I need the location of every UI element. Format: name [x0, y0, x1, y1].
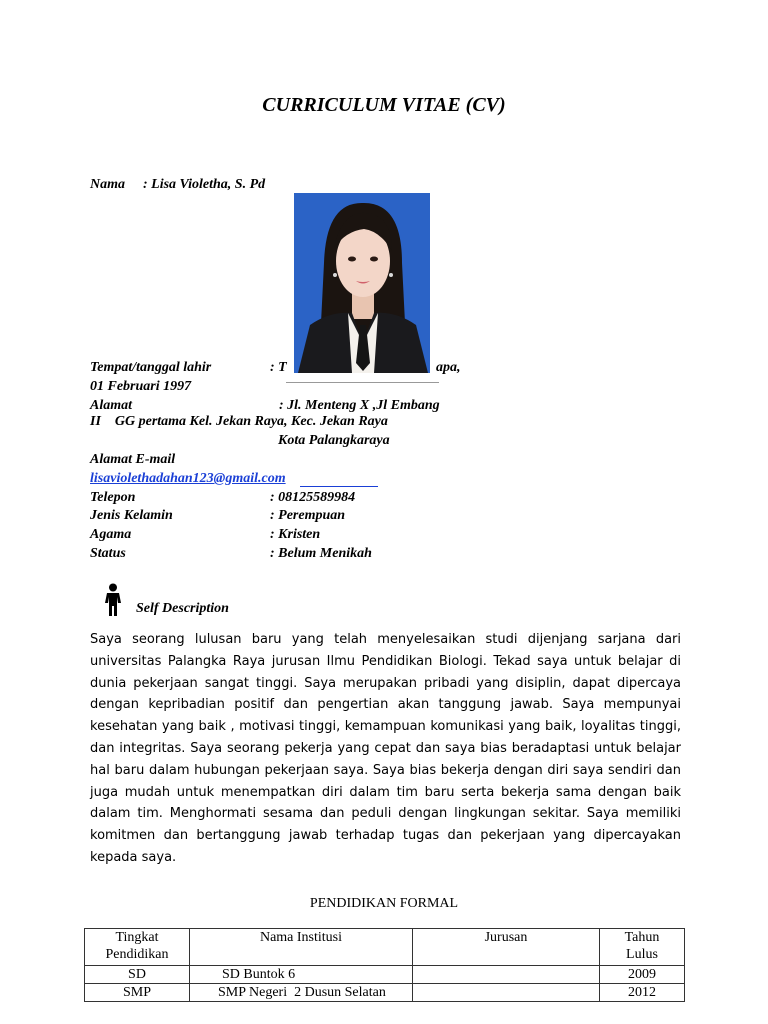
address-line-1: : Jl. Menteng X ,Jl Embang	[279, 398, 440, 413]
status-value: : Belum Menikah	[270, 546, 372, 561]
email-label: Alamat E-mail	[90, 452, 176, 467]
name-value: : Lisa Violetha, S. Pd	[143, 177, 266, 192]
status-label: Status	[90, 546, 126, 561]
address-label: Alamat	[90, 398, 133, 413]
gender-label: Jenis Kelamin	[90, 508, 173, 523]
cell-year: 2009	[600, 966, 685, 984]
person-icon	[102, 583, 124, 621]
gender-value: : Perempuan	[270, 508, 346, 523]
portrait-image	[294, 193, 430, 373]
header-major: Jurusan	[413, 929, 600, 966]
header-institution: Nama Institusi	[190, 929, 413, 966]
header-year: Tahun Lulus	[600, 929, 685, 966]
religion-label: Agama	[90, 527, 132, 542]
table-header-row	[85, 929, 685, 966]
phone-value: : 08125589984	[270, 490, 356, 505]
address-line-3: Kota Palangkaraya	[278, 433, 390, 448]
phone-label: Telepon	[90, 490, 136, 505]
cell-major	[413, 966, 600, 984]
self-description-text: Saya seorang lulusan baru yang telah menyelesaikan studi dijenjang sarjana dari universitas Palangka Raya jurusan Ilmu Pendidikan Biologi. Tekad saya untuk belajar di dunia pekerjaan sangat tinggi. Saya merupakan pribadi yang disiplin, dapat dipercaya dengan kepribadian positif dan pengertian akan tanggung jawab. Saya mempunyai kesehatan yang baik , motivasi tinggi, kemampuan komunikasi yang baik, loyalitas tinggi, dan integritas. Saya seorang pekerja yang cepat dan saya bias beradaptasi untuk belajar hal baru dalam hubungan pekerjaan saya. Saya bias bekerja dengan diri saya sendiri dan juga mudah untuk menempatkan diri dalam tim baru serta bekerja sama dengan baik dalam tim. Menghormati sesama dan peduli dengan lingkungan sekitar. Saya memiliki komitmen dan bertanggung jawab terhadap tugas dan pekerjaan yang dipercayakan kepada saya.	[90, 632, 681, 865]
cell-major	[413, 984, 600, 1002]
education-heading: PENDIDIKAN FORMAL	[309, 896, 459, 911]
cell-year: 2012	[600, 984, 685, 1002]
cell-level: SMP	[85, 984, 190, 1002]
cell-level: SD	[85, 966, 190, 984]
self-description-heading: Self Description	[136, 601, 229, 616]
document-title: CURRICULUM VITAE (CV)	[262, 94, 506, 116]
photo-underline	[286, 382, 439, 383]
email-underline-extension	[300, 486, 378, 487]
header-level: Tingkat Pendidikan	[85, 929, 190, 966]
address-line-2: II GG pertama Kel. Jekan Raya, Kec. Jekan Raya	[90, 414, 388, 429]
name-label: Nama	[90, 177, 125, 192]
cell-institution: SD Buntok 6	[190, 966, 413, 984]
table-row	[85, 984, 685, 1002]
birth-value-start: : T	[270, 360, 287, 375]
profile-photo	[294, 193, 430, 373]
birth-value-end: apa,	[436, 360, 461, 375]
cell-institution: SMP Negeri 2 Dusun Selatan	[190, 984, 413, 1002]
table-row	[85, 966, 685, 984]
religion-value: : Kristen	[270, 527, 321, 542]
education-table	[84, 928, 685, 1002]
birth-label: Tempat/tanggal lahir	[90, 360, 212, 375]
email-link[interactable]: lisavi​olethadahan123@gmail.com	[90, 471, 286, 486]
birth-date: 01 Februari 1997	[90, 379, 192, 394]
